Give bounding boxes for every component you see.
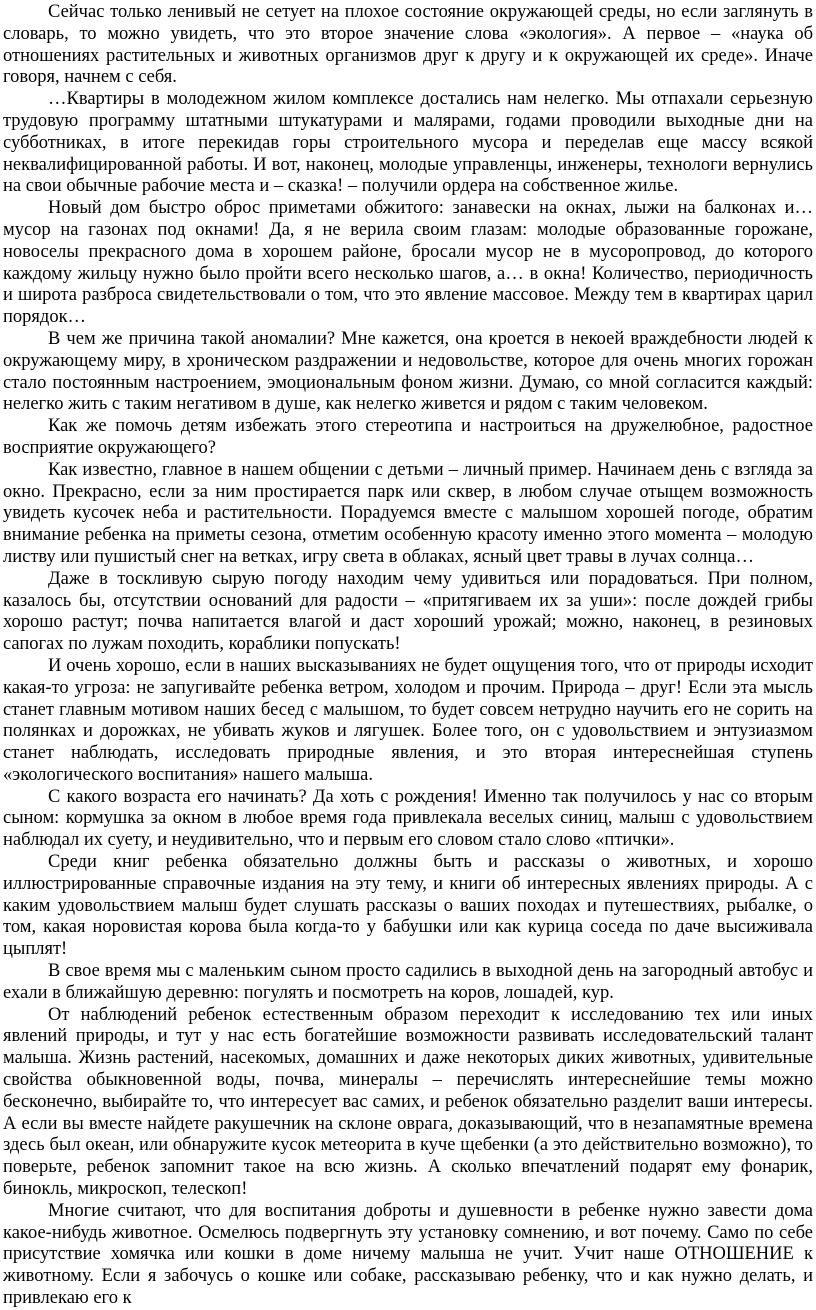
document-page — [3, 0, 813, 1309]
paragraph-gloomy-weather: Даже в тоскливую сырую погоду находим чему удивиться или порадоваться. При полном, казалось бы, отсутствии оснований для радости – «притягиваем их за уши»: после дождей грибы хорошо растут; почва напитается влагой и даст хороший урожай; можно, наконец, в резиновых сапогах по лужам походить, кораблики попускать! — [3, 568, 813, 655]
paragraph-nature-friend: И очень хорошо, если в наших высказываниях не будет ощущения того, что от природы исходит какая-то угроза: не запугивайте ребенка ветром, холодом и прочим. Природа – друг! Если эта мысль станет главным мотивом наших бесед с малышом, то будет совсем нетрудно научить его не сорить на полянках и дорожках, не убивать жуков и лягушек. Более того, он с удовольствием и энтузиазмом станет наблюдать, исследовать природные явления, и это вторая интереснейшая ступень «экологического воспитания» нашего малыша. — [3, 655, 813, 785]
paragraph-pets: Многие считают, что для воспитания доброты и душевности в ребенке нужно завести дома какое-нибудь животное. Осмелюсь подвергнуть эту установку сомнению, и вот почему. Само по себе присутствие хомячка или кошки в доме ничему малыша не учит. Учит наше ОТНОШЕНИЕ к животному. Если я забочусь о кошке или собаке, рассказываю ребенку, что и как нужно делать, и привлекаю его к — [3, 1200, 813, 1309]
paragraph-research: От наблюдений ребенок естественным образом переходит к исследованию тех или иных явлений природы, и тут у нас есть богатейшие возможности развивать исследовательский талант малыша. Жизнь растений, насекомых, домашних и даже некоторых диких животных, удивительные свойства обыкновенной воды, почва, минералы – перечислять интереснейшие темы можно бесконечно, выбирайте то, что интересует вас самих, и ребенок обязательно разделит ваши интересы. А если вы вместе найдете ракушечник на склоне оврага, доказывающий, что в незапамятные времена здесь был океан, или обнаружите кусок метеорита в куче щебенки (а это действительно возможно), то поверьте, ребенок запомнит такое на всю жизнь. А сколько впечатлений подарят ему фонарик, бинокль, микроскоп, телескоп! — [3, 1004, 813, 1200]
paragraph-apartments: …Квартиры в молодежном жилом комплексе достались нам нелегко. Мы отпахали серьезную трудовую программу штатными штукатурами и малярами, годами проводили выходные дни на субботниках, в итоге перекидав горы строительного мусора и переделав еще массу всякой неквалифицированной работы. И вот, наконец, молодые управленцы, инженеры, технологи вернулись на свои обычные рабочие места и – сказка! – получили ордера на собственное жилье. — [3, 89, 813, 197]
paragraph-village-trips: В свое время мы с маленьким сыном просто садились в выходной день на загородный автобус и ехали в ближайшую деревню: погулять и посмотреть на коров, лошадей, кур. — [3, 961, 813, 1003]
paragraph-intro: Сейчас только ленивый не сетует на плохое состояние окружающей среды, но если заглянуть в словарь, то можно увидеть, что это второе значение слова «экология». А первое – «наука об отношениях растительных и животных организмов друг к другу и к окружающей их среде». Иначе говоря, начнем с себя. — [3, 2, 813, 88]
paragraph-question: Как же помочь детям избежать этого стереотипа и настроиться на дружелюбное, радостное восприятие окружающего? — [3, 416, 813, 458]
paragraph-personal-example: Как известно, главное в нашем общении с детьми – личный пример. Начинаем день с взгляда за окно. Прекрасно, если за ним простирается парк или сквер, в любом случае отыщем возможность увидеть кусочек неба и растительности. Порадуемся вместе с малышом хорошей погоде, обратим внимание ребенка на приметы сезона, отметим особенную красоту именно этого момента – молодую листву или пушистый снег на ветках, игру света в облаках, ясный цвет травы в лучах солнца… — [3, 459, 813, 567]
paragraph-new-house: Новый дом быстро оброс приметами обжитого: занавески на окнах, лыжи на балконах и… мусор на газонах под окнами! Да, я не верила своим глазам: молодые образованные горожане, новоселы прекрасного дома в хорошем районе, бросали мусор не в мусоропровод, до которого каждому жильцу нужно было пройти всего несколько шагов, а… в окна! Количество, периодичность и широта разброса свидетельствовали о том, что это явление массовое. Между тем в квартирах царил порядок… — [3, 198, 813, 328]
paragraph-books: Среди книг ребенка обязательно должны быть и рассказы о животных, и хорошо иллюстрированные справочные издания на эту тему, и книги об интересных явлениях природы. А с каким удовольствием малыш будет слушать рассказы о ваших походах и путешествиях, рыбалке, о том, какая норовистая корова была когда-то у бабушки или как курица соседа по даче высиживала цыплят! — [3, 852, 813, 960]
paragraph-from-birth: С какого возраста его начинать? Да хоть с рождения! Именно так получилось у нас со вторым сыном: кормушка за окном в любое время года привлекала веселых синиц, малыш с удовольствием наблюдал их суету, и неудивительно, что и первым его словом стало слово «птички». — [3, 786, 813, 851]
paragraph-anomaly-cause: В чем же причина такой аномалии? Мне кажется, она кроется в некоей враждебности людей к окружающему миру, в хроническом раздражении и недовольстве, которое для очень многих горожан стало постоянным настроением, эмоциональным фоном жизни. Думаю, со мной согласится каждый: нелегко жить с таким негативом в душе, как нелегко живется и рядом с таким человеком. — [3, 328, 813, 415]
